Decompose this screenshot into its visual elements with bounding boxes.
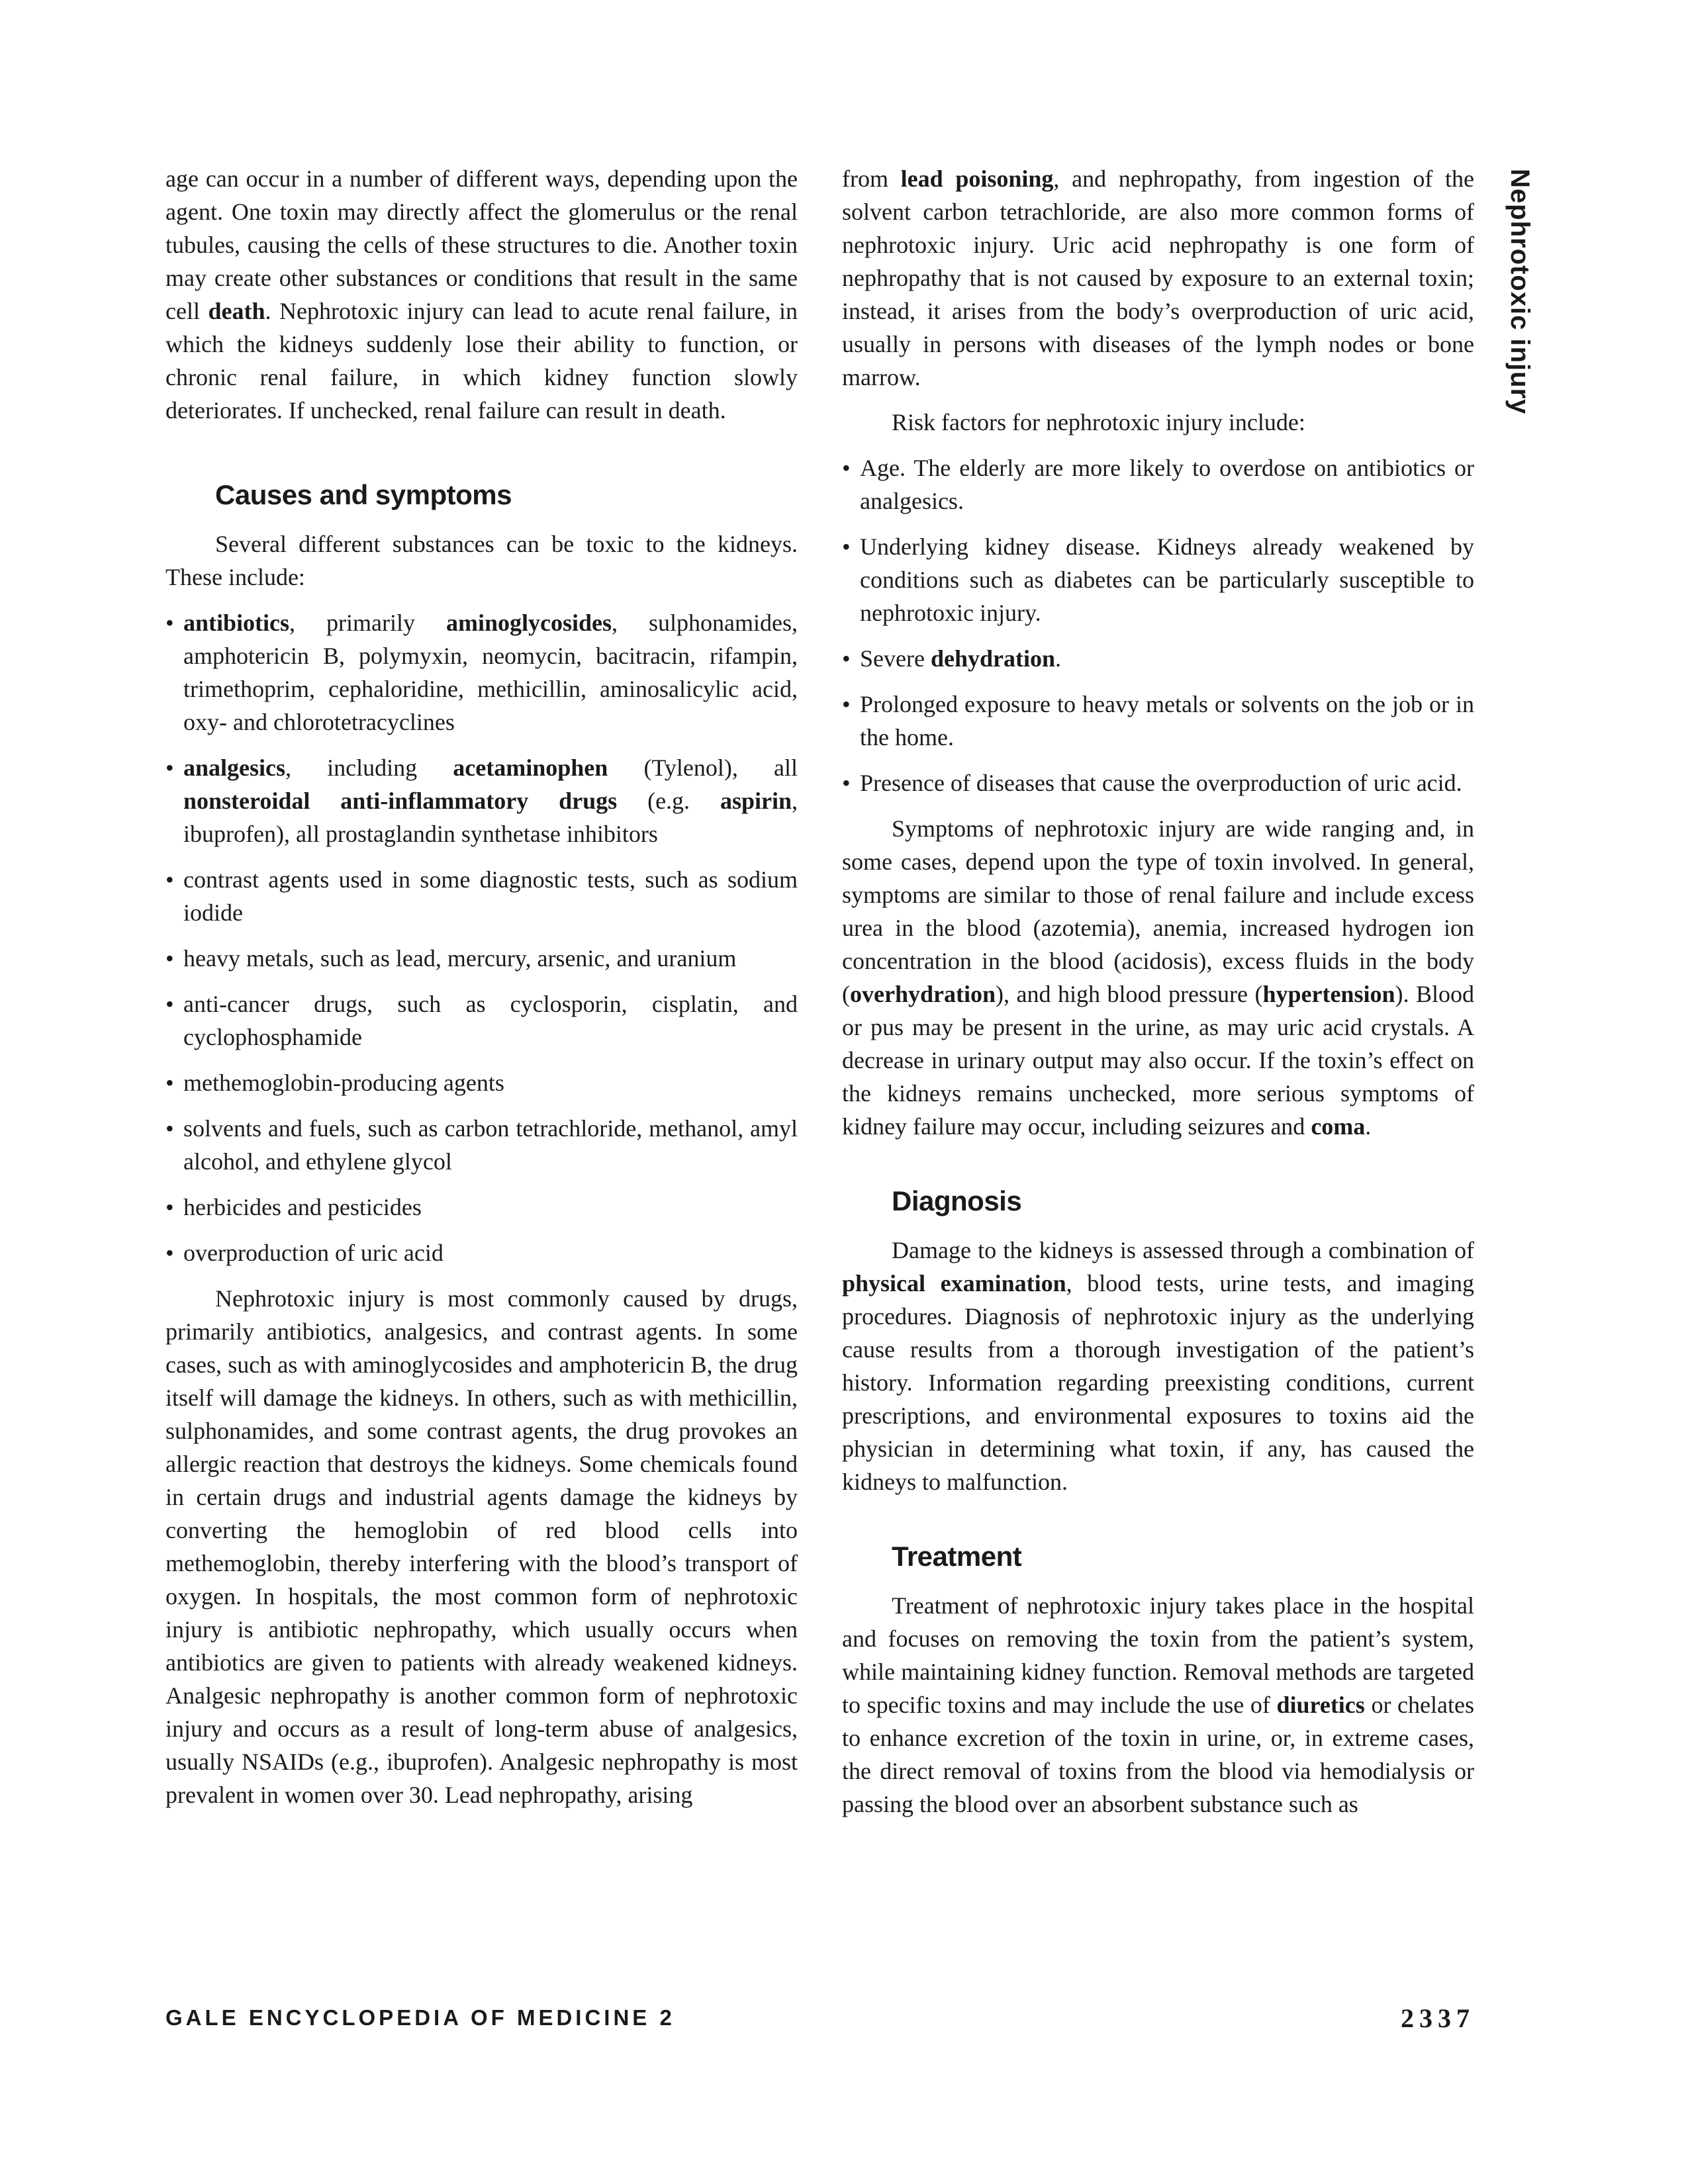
diagnosis-paragraph: Damage to the kidneys is assessed through a combination of physical examination, blood tests, urine tests, and imaging procedures. Diagnosis of nephrotoxic injury as the underlying cause results from a thorough investigation of the patient’s history. Information regarding preexisting conditions, current prescriptions, and environmental exposures to toxins aid the physician in determining what toxin, if any, has caused the kidneys to malfunction. — [842, 1237, 1475, 1495]
list-item: • heavy metals, such as lead, mercury, arsenic, and uranium — [165, 945, 737, 972]
treatment-paragraph: Treatment of nephrotoxic injury takes place in the hospital and focuses on removing the toxin from the patient’s system, while maintaining kidney function. Removal methods are targeted to specific toxins and may include the use of diuretics or chelates to enhance excretion of the toxin in urine, or, in extreme cases, the direct removal of toxins from the blood via hemodialysis or passing the blood over an absorbent substance such as — [842, 1592, 1474, 1817]
intro-paragraph: age can occur in a number of different ways, depending upon the agent. One toxin may directly affect the glomerulus or the renal tubules, causing the cells of these structures to die. Another toxin may create other substances or conditions that result in the same cell death. Nephrotoxic injury can lead to acute renal failure, in which the kidneys suddenly lose their ability to function, or chronic renal failure, in which kidney function slowly deteriorates. If unchecked, renal failure can result in death. — [165, 165, 798, 424]
list-item: • analgesics, including acetaminophen (Tylenol), all nonsteroidal anti-inflammatory drugs (e.g. aspirin, ibuprofen), all prostaglandin synthetase inhibitors — [165, 754, 798, 847]
death-link[interactable]: death — [208, 298, 265, 324]
right-column — [842, 162, 1474, 1821]
lead-poisoning-link[interactable]: lead poisoning — [900, 165, 1054, 192]
list-item: • antibiotics, primarily aminoglycosides, sulphonamides, amphotericin B, polymyxin, neomycin, bacitracin, rifampin, trimethoprim, cephaloridine, methicillin, aminosalicylic acid, oxy- and chlorotetracyclines — [165, 610, 798, 735]
list-item: • overproduction of uric acid — [165, 1240, 444, 1266]
list-item: • Prolonged exposure to heavy metals or solvents on the job or in the home. — [842, 691, 1474, 751]
acetaminophen-link[interactable]: acetaminophen — [453, 754, 608, 781]
risk-intro: Risk factors for nephrotoxic injury include: — [892, 409, 1305, 435]
footer-title: GALE ENCYCLOPEDIA OF MEDICINE 2 — [165, 2005, 675, 2030]
left-column — [165, 162, 798, 1811]
list-item: • Presence of diseases that cause the overproduction of uric acid. — [842, 770, 1462, 796]
running-head-text: Nephrotoxic injury — [1505, 169, 1534, 415]
symptoms-paragraph: Symptoms of nephrotoxic injury are wide ranging and, in some cases, depend upon the type of toxin involved. In general, symptoms are similar to those of renal failure and include excess urea in the blood (azotemia), anemia, increased hydrogen ion concentration in the blood (acidosis), excess fluids in the body (overhydration), and high blood pressure (hypertension). Blood or pus may be present in the urine, as may uric acid crystals. A decrease in urinary output may also occur. If the toxin’s effect on the kidneys remains unchecked, more serious symptoms of kidney failure may occur, including seizures and coma. — [842, 815, 1474, 1140]
list-item: • methemoglobin-producing agents — [165, 1069, 504, 1096]
list-item: • contrast agents used in some diagnostic tests, such as sodium iodide — [165, 866, 798, 926]
aminoglycosides-link[interactable]: aminoglycosides — [446, 610, 612, 636]
risk-factor-list — [842, 451, 1474, 799]
aspirin-link[interactable]: aspirin — [720, 788, 792, 814]
list-item: • herbicides and pesticides — [165, 1194, 422, 1220]
toxin-list — [165, 606, 798, 1269]
drugs-paragraph: Nephrotoxic injury is most commonly caused by drugs, primarily antibiotics, analgesics, and contrast agents. In some cases, such as with aminoglycosides and amphotericin B, the drug itself will damage the kidneys. In others, such as with methicillin, sulphonamides, and some contrast agents, the drug provokes an allergic reaction that destroys the kidneys. Some chemicals found in certain drugs and industrial agents damage the kidneys by converting the hemoglobin of red blood cells into methemoglobin, thereby interfering with the blood’s transport of oxygen. In hospitals, the most common form of nephrotoxic injury is antibiotic nephropathy, which usually occurs when antibiotics are given to patients with already weakened kidneys. Analgesic nephropathy is another common form of nephrotoxic injury and occurs as a result of long-term abuse of analgesics, usually NSAIDs (e.g., ibuprofen). Analgesic nephropathy is most prevalent in women over 30. Lead nephropathy, arising — [165, 1285, 798, 1808]
page-number: 2337 — [1401, 2003, 1475, 2033]
list-item: • Age. The elderly are more likely to overdose on antibiotics or analgesics. — [842, 455, 1474, 514]
coma-link[interactable]: coma — [1311, 1113, 1366, 1140]
physical-examination-link[interactable]: physical examination — [842, 1270, 1066, 1297]
diuretics-link[interactable]: diuretics — [1276, 1692, 1365, 1718]
list-item: • anti-cancer drugs, such as cyclosporin, cisplatin, and cyclophosphamide — [165, 991, 798, 1050]
causes-intro: Several different substances can be toxic to the kidneys. These include: — [165, 531, 798, 590]
overhydration-link[interactable]: overhydration — [850, 981, 996, 1007]
causes-heading: Causes and symptoms — [215, 479, 512, 510]
continuation-paragraph: from lead poisoning, and nephropathy, from ingestion of the solvent carbon tetrachloride, are also more common forms of nephrotoxic injury. Uric acid nephropathy is one form of nephropathy that is not caused by exposure to an external toxin; instead, it arises from the body’s overproduction of uric acid, usually in persons with diseases of the lymph nodes or bone marrow. — [842, 165, 1474, 390]
list-item: • Underlying kidney disease. Kidneys already weakened by conditions such as diabetes can be particularly susceptible to nephrotoxic injury. — [842, 533, 1474, 626]
list-item: • Severe dehydration. — [842, 645, 1061, 672]
diagnosis-heading: Diagnosis — [892, 1185, 1022, 1216]
hypertension-link[interactable]: hypertension — [1262, 981, 1395, 1007]
antibiotics-link[interactable]: antibiotics — [183, 610, 290, 636]
dehydration-link[interactable]: dehydration — [930, 645, 1055, 672]
treatment-heading: Treatment — [892, 1541, 1022, 1572]
running-head — [1497, 169, 1537, 415]
list-item: • solvents and fuels, such as carbon tetrachloride, methanol, amyl alcohol, and ethylene glycol — [165, 1115, 798, 1175]
nsaids-link[interactable]: nonsteroidal anti-inflammatory drugs — [183, 788, 618, 814]
analgesics-link[interactable]: analgesics — [183, 754, 286, 781]
